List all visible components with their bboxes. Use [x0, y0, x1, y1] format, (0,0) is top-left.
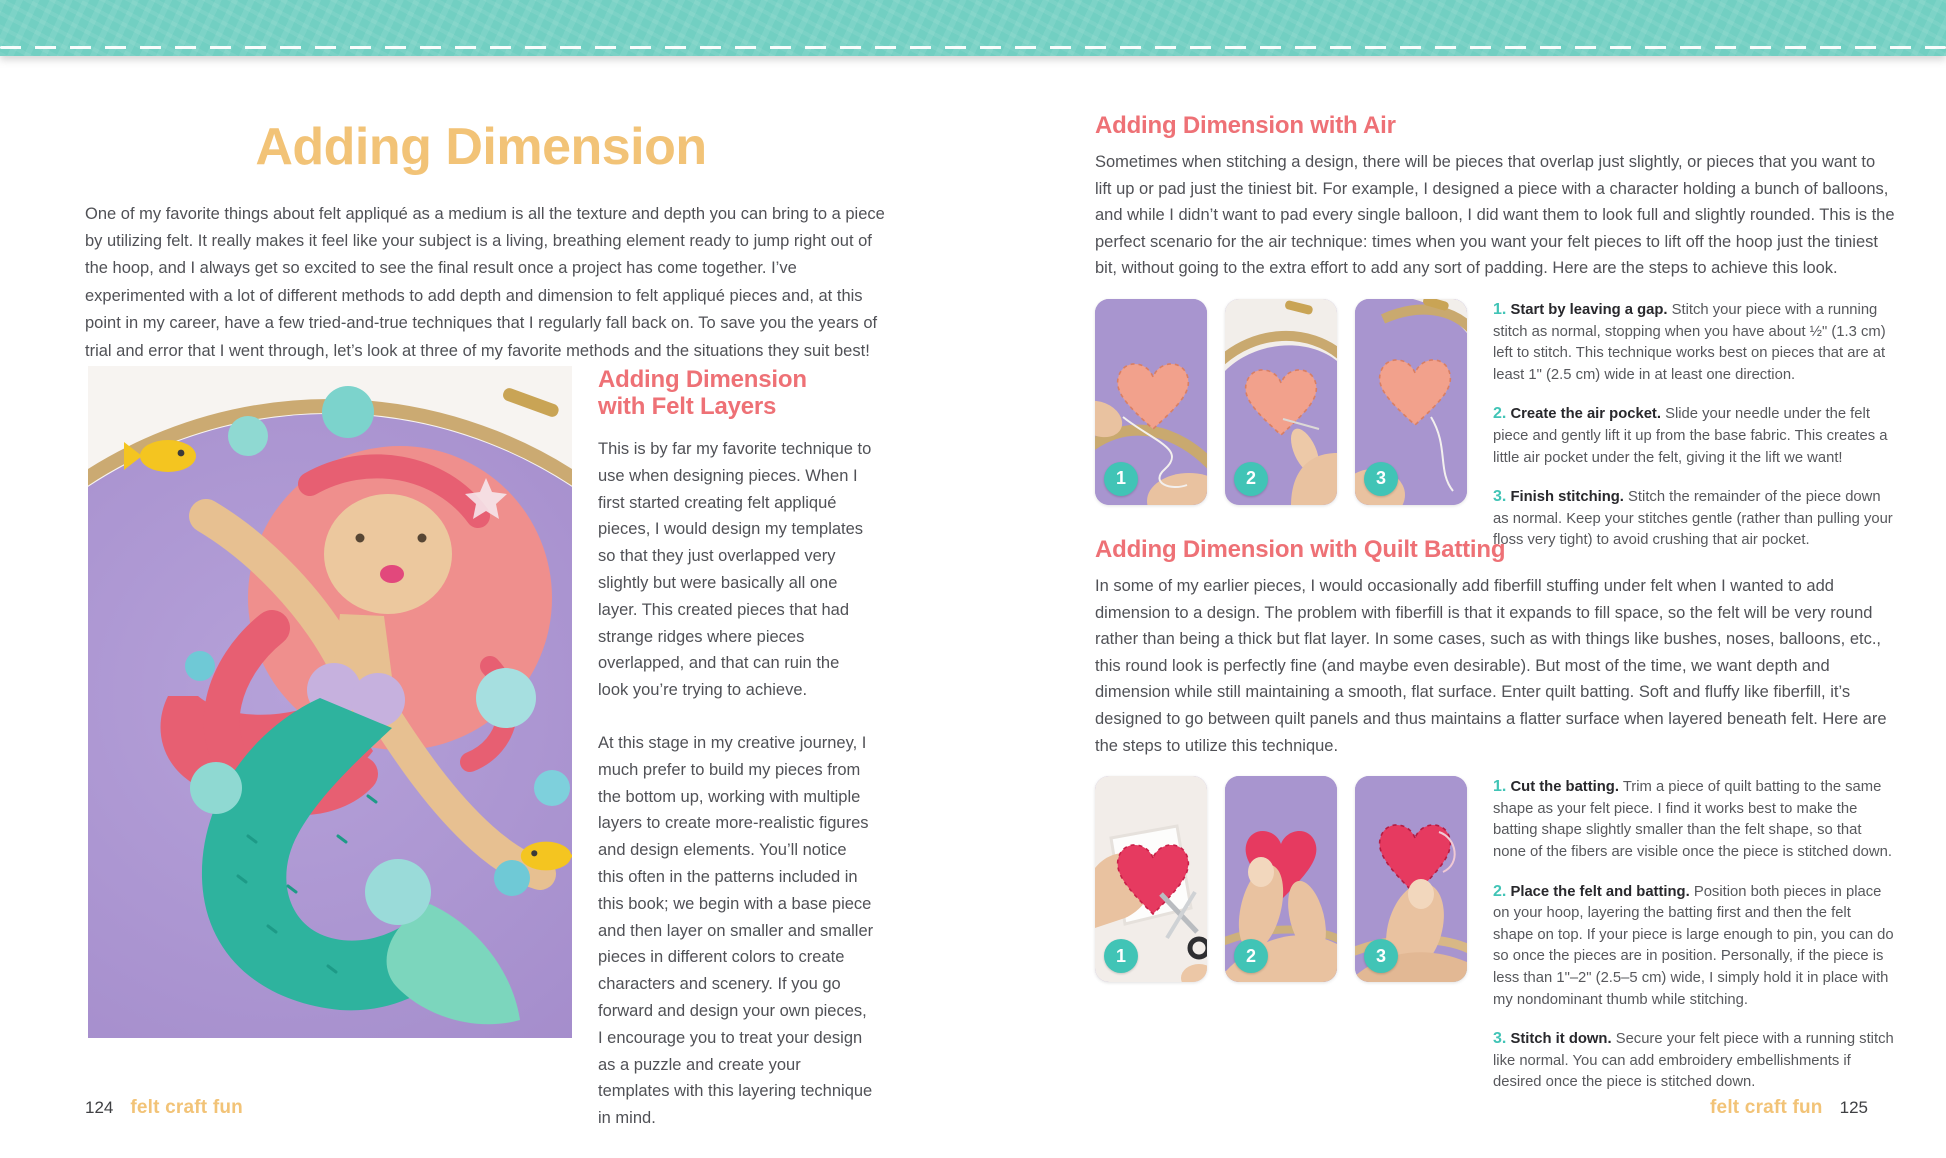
photo-number-badge: 2	[1234, 939, 1268, 973]
chapter-intro-paragraph: One of my favorite things about felt appliqué as a medium is all the texture and depth you can bring to a piece by utilizing felt. It really makes it feel like your subject is a living, breathing element ready to jump right out of the hoop, and I always get so excited to see the final result once a project has come together. I’ve experimented with a lot of different methods to add depth and dimension to felt appliqué pieces and, at this point in my career, have a few tried-and-true techniques that I regularly fall back on. To save you the years of trial and error that I went through, let’s look at three of my favorite methods and the situations they suit best!	[85, 204, 885, 360]
photo-number-badge: 2	[1234, 462, 1268, 496]
right-page-footer	[1710, 1097, 1868, 1119]
air-step-1: 1. Start by leaving a gap. Stitch your piece with a running stitch as normal, stopping when you have about ½" (1.3 cm) left to stitch. This technique works best on pieces that are at least 1" (2.5 cm) wide in at least one direction.	[1493, 300, 1886, 383]
felt-layers-heading	[598, 366, 874, 420]
page-number-right: 125	[1839, 1098, 1868, 1117]
air-step-photo-3	[1355, 299, 1467, 505]
left-page-content-row	[88, 366, 874, 1158]
air-section	[1095, 112, 1895, 569]
batting-intro-paragraph: In some of my earlier pieces, I would occasionally add fiberfill stuffing under felt when I wanted to add dimension to a design. The problem with fiberfill is that it expands to fill space, so the felt will be very round rather than being a thick but flat layer. In some cases, such as with things like bushes, noses, balloons, etc., this round look is perfectly fine (and maybe even desirable). But most of the time, we want depth and dimension while still maintaining a smooth, flat surface. Enter quilt batting. Soft and fluffy like fiberfill, it’s designed to go between quilt panels and thus maintains a flatter surface when layered beneath felt. Here are the steps to utilize this technique.	[1095, 577, 1887, 755]
book-title: felt craft fun	[1710, 1097, 1823, 1118]
air-intro-paragraph: Sometimes when stitching a design, there will be pieces that overlap just slightly, or pieces that you want to lift up or pad just the tiniest bit. For example, I designed a piece with a character holding a bunch of balloons, and while I didn’t want to pad every single balloon, I did want them to look full and slightly rounded. This is the perfect scenario for the air technique: times when you want your felt pieces to lift off the hoop just the tiniest bit, without going to the extra effort to add any sort of padding. Here are the steps to achieve this look.	[1095, 153, 1895, 278]
batting-step-photo-1	[1095, 776, 1207, 982]
mermaid-photo-illustration	[88, 366, 572, 1038]
air-heading: Adding Dimension with Air	[1095, 112, 1396, 139]
photo-number-badge: 1	[1104, 939, 1138, 973]
photo-number-badge: 3	[1364, 462, 1398, 496]
batting-photo-row	[1095, 776, 1467, 982]
photo-number-badge: 3	[1364, 939, 1398, 973]
felt-texture-band	[0, 0, 1946, 56]
batting-step-photo-2	[1225, 776, 1337, 982]
chapter-title: Adding Dimension	[255, 117, 707, 176]
stitch-line	[0, 46, 1946, 49]
mermaid-hoop-photo	[88, 366, 572, 1038]
air-step-2: 2. Create the air pocket. Slide your needle under the felt piece and gently lift it up from the base fabric. This creates a little air pocket under the felt, giving it the lift we want!	[1493, 405, 1888, 466]
air-photo-row	[1095, 299, 1467, 505]
batting-step-2: 2. Place the felt and batting. Position both pieces in place on your hoop, layering the batting first and then the felt shape on top. If your piece is large enough to pin, you can do so once the pieces are in position. Personally, if the piece is less than 1"–2" (2.5–5 cm) wide, I simply hold it in place with my nondominant thumb while stitching.	[1493, 882, 1894, 1008]
batting-steps	[1493, 776, 1895, 1111]
felt-layers-paragraph-2: At this stage in my creative journey, I much prefer to build my pieces from the bottom up, working with multiple layers to create more-realistic figures and design elements. You’ll notice this often in the patterns included in this book; we begin with a base piece and then layer on smaller and smaller pieces in different colors to create characters and scenery. If you go forward and design your own pieces, I encourage you to treat your design as a puzzle and create your templates with this layering technique in mind.	[598, 733, 874, 1128]
batting-step-3: 3. Stitch it down. Secure your felt piece with a running stitch like normal. You can add embroidery embellishments if desired once the piece is stitched down.	[1493, 1030, 1894, 1091]
book-title: felt craft fun	[130, 1097, 243, 1118]
felt-layers-paragraph-1: This is by far my favorite technique to use when designing pieces. When I first started creating felt appliqué pieces, I would design my templates so that they just overlapped very slightly but were basically all one layer. This created pieces that had strange ridges where pieces overlapped, and that can ruin the look you’re trying to achieve.	[598, 440, 872, 700]
left-page-footer	[85, 1097, 243, 1119]
photo-number-badge: 1	[1104, 462, 1138, 496]
air-step-photo-2	[1225, 299, 1337, 505]
felt-layers-section	[598, 366, 874, 1158]
felt-layers-heading-line1: Adding Dimension	[598, 366, 807, 393]
batting-step-1: 1. Cut the batting. Trim a piece of quilt batting to the same shape as your felt piece. I find it works best to make the batting shape slightly smaller than the felt shape, so that none of the fibers are visible once the piece is stitched down.	[1493, 778, 1892, 860]
batting-section	[1095, 536, 1895, 1111]
air-step-3: 3. Finish stitching. Stitch the remainder of the piece down as normal. Keep your stitches gentle (rather than pulling your floss very tight) to avoid crushing that air pocket.	[1493, 488, 1893, 549]
air-step-photo-1	[1095, 299, 1207, 505]
page-number-left: 124	[85, 1098, 114, 1117]
felt-layers-heading-line2: with Felt Layers	[598, 393, 777, 420]
batting-heading: Adding Dimension with Quilt Batting	[1095, 536, 1506, 563]
batting-step-photo-3	[1355, 776, 1467, 982]
air-steps	[1493, 299, 1895, 569]
